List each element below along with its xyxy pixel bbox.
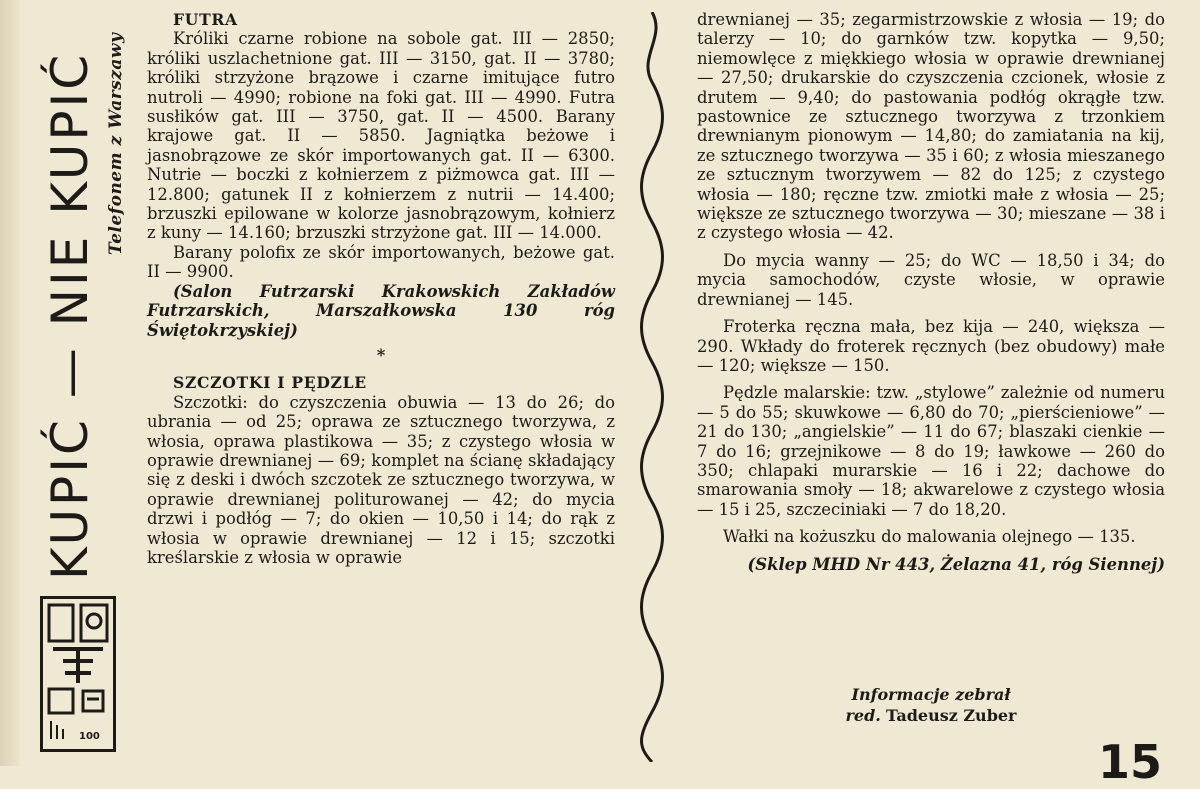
brushes-paragraph: Szczotki: do czyszczenia obuwia — 13 do 26; do ubrania — od 25; oprawa ze sztucznego tworzywa, z włosia, oprawa plastikowa — 35; z czystego włosia w oprawie drewnianej — 69; komplet na ścianę składający się z deski i dwóch szczotek ze sztucznego tworzywa, w oprawie drewnianej politurowanej — 42; do mycia drzwi i podłóg — 7; do okien — 10,50 i 14; do rąk z włosia w oprawie drewnianej — 12 i 15; szczotki kreślarskie z włosia w oprawie: [147, 392, 615, 567]
logo-illustration-icon: [43, 599, 113, 749]
furs-paragraph: Króliki czarne robione na sobole gat. III — 2850; króliki uszlachetnione gat. III — 3150, gat. II — 3780; króliki strzyżone brązowe i czarne imitujące futro nutroli — 4990; robione na foki gat. III — 4990. Futra susłików gat. III — 3750, gat. II — 4500. Barany krajowe gat. II — 5850. Jagniątka beżowe i jasnobrązowe ze skór importowanych gat. II — 6300. Nutrie — boczki z kołnierzem z piżmowca gat. III — 12.800; gatunek II z kołnierzem z nutrii — 14.400; brzuszki epilowane w kolorze jasnobrązowym, kołnierz z kuny — 14.160; brzuszki strzyżone gat. III — 14.000.: [147, 29, 615, 243]
brushes-heading: SZCZOTKI I PĘDZLE: [173, 373, 367, 393]
floor-paragraph: Froterka ręczna mała, bez kija — 240, większa — 290. Wkłady do froterek ręcznych (bez obudowy) małe — 120; większe — 150.: [697, 317, 1165, 375]
paint-paragraph: Pędzle malarskie: tzw. „stylowe” zależnie od numeru — 5 do 55; skuwkowe — 6,80 do 70; „pierścieniowe” — 21 do 130; „angielskie” — 11 do 67; blaszaki cienkie — 7 do 16; grzejnikowe — 8 do 19; ławkowe — 260 do 350; chlapaki murarskie — 16 i 22; dachowe do smarowania smoły — 18; akwarelowe z czystego włosia — 15 i 25, szczeciniaki — 7 do 18,20.: [697, 383, 1165, 519]
credits-prefix: red.: [845, 706, 881, 725]
page-number: 15: [1097, 735, 1162, 789]
logo-number: 100: [79, 731, 100, 742]
furs-heading: FUTRA: [173, 10, 238, 29]
roller-paragraph: Wałki na kożuszku do malowania olejnego — 135.: [723, 527, 1136, 547]
credits-line: Informacje zebrał: [851, 685, 1011, 704]
bath-paragraph: Do mycia wanny — 25; do WC — 18,50 i 34; do mycia samochodów, czyste włosie, w oprawie drewnianej — 145.: [697, 250, 1165, 309]
column-logo: [40, 596, 116, 752]
section-separator: *: [376, 345, 386, 365]
furs-source: (Salon Futrzarski Krakowskich Zakładów Futrzarskich, Marszałkowska 130 róg Świętokrzyskiej): [147, 281, 615, 340]
furs-paragraph: Barany polofix ze skór importowanych, beżowe gat. II — 9900.: [147, 242, 615, 282]
left-column: [147, 10, 615, 567]
page-edge: [0, 0, 20, 766]
brushes-continuation: drewnianej — 35; zegarmistrzowskie z włosia — 19; do talerzy — 10; do garnków tzw. kopytka — 9,50; niemowlęce z miękkiego włosia w oprawie drewnianej — 27,50; drukarskie do czyszczenia czcionek, włosie z drutem — 9,40; do pastowania podłóg okrągłe tzw. pastownice ze sztucznego tworzywa z trzonkiem drewnianym pionowym — 14,80; do zamiatania na kij, ze sztucznego tworzywa — 35 i 60; z włosia mieszanego ze sztucznym tworzywem — 82 do 125; z czystego włosia — 180; ręczne tzw. zmiotki małe z włosia — 25; większe ze sztucznego tworzywa — 30; mieszane — 38 i z czystego włosia — 42.: [697, 10, 1165, 243]
right-column: [697, 10, 1165, 574]
section-title: KUPIĆ — NIE KUPIĆ: [41, 51, 99, 580]
section-subtitle: Telefonem z Warszawy: [106, 32, 126, 255]
credits-author: Tadeusz Zuber: [885, 706, 1017, 725]
credits: [697, 684, 1165, 726]
column-divider: [636, 12, 676, 762]
shop-source: (Sklep MHD Nr 443, Żelazna 41, róg Siennej): [747, 554, 1165, 574]
